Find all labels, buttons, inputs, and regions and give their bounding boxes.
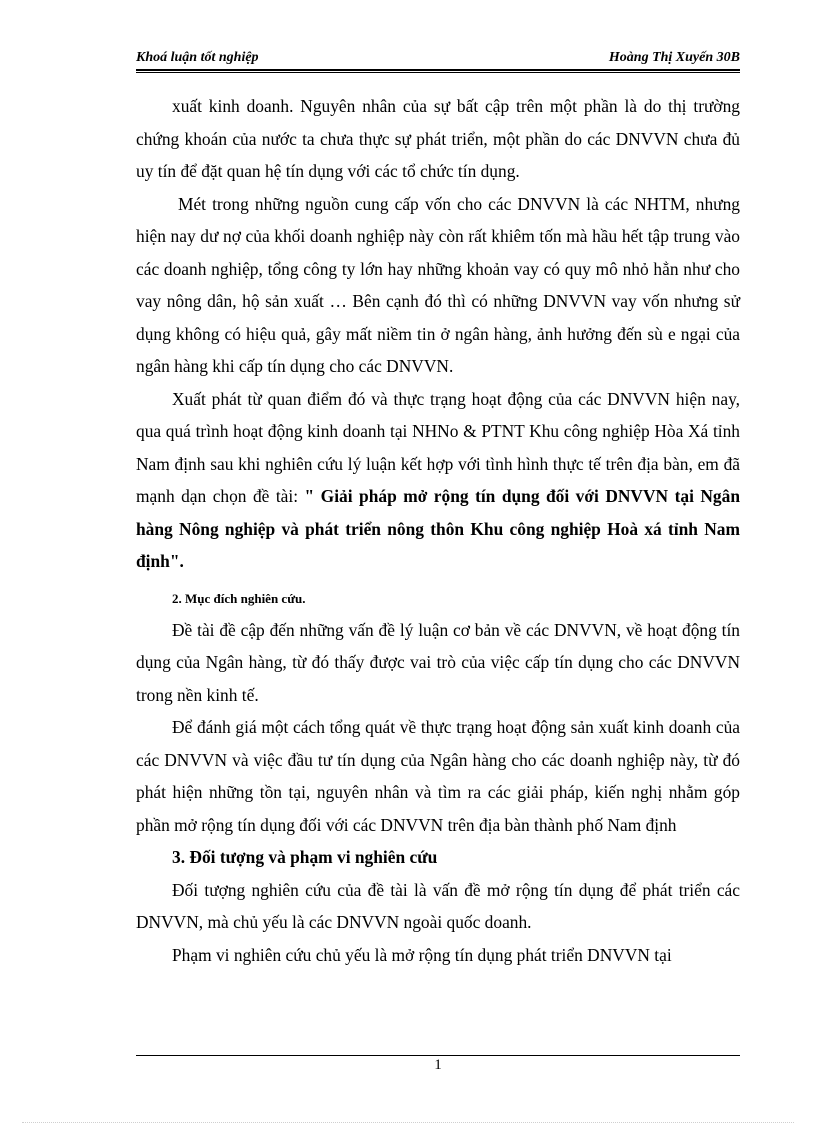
header-left-title: Khoá luận tốt nghiệp [136, 50, 259, 65]
section-heading-purpose: 2. Mục đích nghiên cứu. [172, 590, 306, 606]
topic-intro-text: Xuất phát từ quan điểm đó và thực trạng hoạt động của các DNVVN hiện nay, qua quá trình hoạt động kinh doanh tại NHNo & PTNT Khu công nghiệp Hòa Xá tỉnh Nam định sau khi nghiên cứu lý luận kết hợp với tình hình thực tế trên địa bàn, em đã mạnh dạn chọn đề tài: [136, 388, 740, 506]
paragraph-scope-1: Đối tượng nghiên cứu của đề tài là vấn đề mở rộng tín dụng để phát triển các DNVVN, mà chủ yếu là các DNVVN ngoài quốc doanh. [136, 879, 740, 932]
paragraph-topic-choice [136, 383, 740, 578]
section-heading-scope: 3. Đối tượng và phạm vi nghiên cứu [172, 847, 438, 867]
topic-title: " Giải pháp mở rộng tín dụng đối với DNVVN tại Ngân hàng Nông nghiệp và phát triển nông thôn Khu công nghiệp Hoà xá tỉnh Nam định". [136, 486, 740, 571]
page-number: 1 [434, 1057, 442, 1073]
paragraph-continuation: xuất kinh doanh. Nguyên nhân của sự bất cập trên một phần là do thị trường chứng khoán của nước ta chưa thực sự phát triển, một phần do các DNVVN chưa đủ uy tín để đặt quan hệ tín dụng với các tổ chức tín dụng. [136, 96, 740, 181]
paragraph-purpose-2: Để đánh giá một cách tổng quát về thực trạng hoạt động sản xuất kinh doanh của các DNVVN và việc đầu tư tín dụng của Ngân hàng cho các doanh nghiệp này, từ đó phát hiện những tồn tại, nguyên nhân và tìm ra các giải pháp, kiến nghị nhằm góp phần mở rộng tín dụng đối với các DNVVN trên địa bàn thành phố Nam định [136, 717, 740, 835]
page-header [136, 50, 740, 68]
paragraph-scope-2: Phạm vi nghiên cứu chủ yếu là mở rộng tín dụng phát triển DNVVN tại [172, 944, 672, 965]
header-right-author: Hoàng Thị Xuyến 30B [608, 50, 740, 65]
footer-rule [136, 1055, 740, 1056]
paragraph-purpose-1: Đề tài đề cập đến những vấn đề lý luận cơ bản về các DNVVN, về hoạt động tín dụng của Ngân hàng, từ đó thấy được vai trò của việc cấp tín dụng cho các DNVVN trong nền kinh tế. [136, 619, 740, 705]
header-rule [136, 69, 740, 73]
paragraph-nhtm: Mét trong những nguồn cung cấp vốn cho các DNVVN là các NHTM, nhưng hiện nay dư nợ của khối doanh nghiệp này còn rất khiêm tốn mà hầu hết tập trung vào các doanh nghiệp, tổng công ty lớn hay những khoản vay có quy mô nhỏ hẳn như cho vay nông dân, hộ sản xuất … Bên cạnh đó thì có những DNVVN vay vốn nhưng sử dụng không có hiệu quả, gây mất niềm tin ở ngân hàng, ảnh hưởng đến sù e ngại của ngân hàng khi cấp tín dụng cho các DNVVN. [136, 193, 740, 376]
document-body [136, 90, 740, 971]
